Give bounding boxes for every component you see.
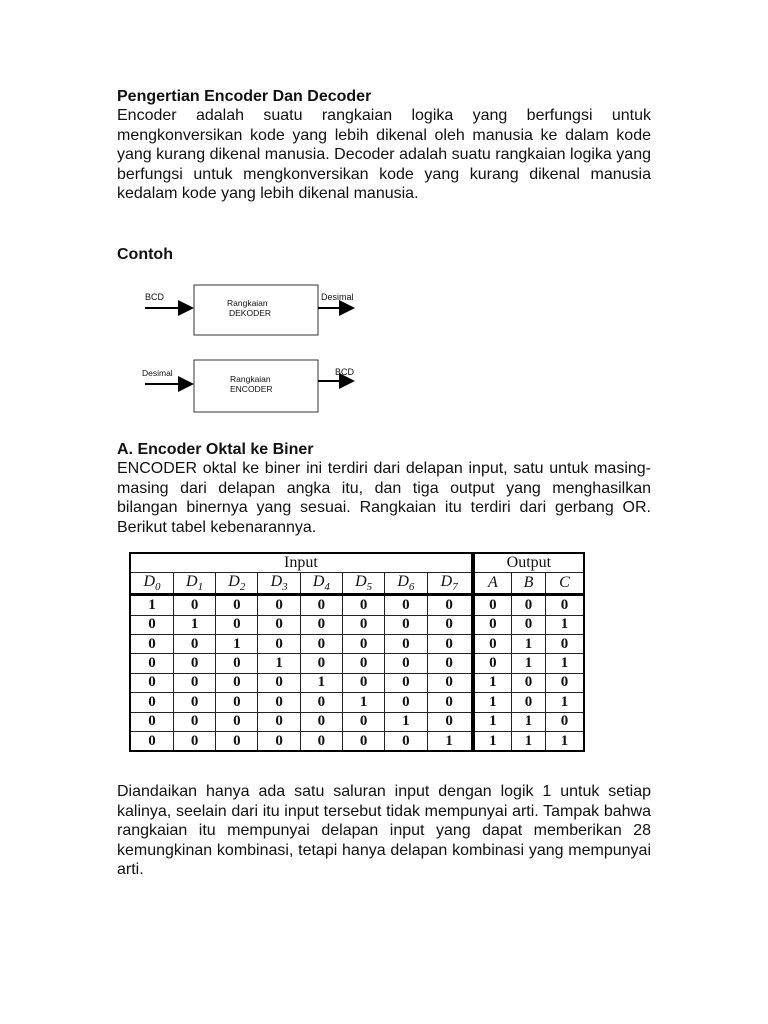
table-cell: 0: [173, 654, 215, 673]
table-cell: 0: [300, 634, 342, 653]
column-header: $D_5$: [343, 573, 385, 595]
table-cell: 0: [216, 673, 258, 692]
column-header: $D_6$: [385, 573, 427, 595]
intro-paragraph: Encoder adalah suatu rangkaian logika yang berfungsi untuk mengkonversikan kode yang lebih dikenal oleh manusia ke dalam kode yang kurang dikenal manusia. Decoder adalah suatu rangkaian logika yang berfungsi untuk mengkonversikan kode yang kurang dikenal manusia kedalam kode yang lebih dikenal manusia.: [117, 107, 651, 202]
table-row: [130, 731, 584, 751]
table-cell: 0: [385, 673, 427, 692]
table-cell: 0: [343, 595, 385, 615]
table-cell: 1: [473, 712, 512, 731]
table-cell: 0: [385, 693, 427, 712]
encoder-input-label: Desimal: [142, 368, 173, 378]
table-cell: 0: [512, 673, 546, 692]
truth-table: [129, 552, 585, 752]
table-cell: 1: [343, 693, 385, 712]
table-cell: 1: [473, 673, 512, 692]
table-cell: 0: [216, 615, 258, 634]
table-cell: 0: [216, 731, 258, 751]
table-cell: 0: [258, 595, 300, 615]
table-cell: 1: [300, 673, 342, 692]
table-cell: 0: [173, 595, 215, 615]
table-cell: 1: [473, 693, 512, 712]
table-cell: 1: [545, 615, 584, 634]
section-a-paragraph: ENCODER oktal ke biner ini terdiri dari delapan input, satu untuk masing-masing dari delapan angka itu, dan tiga output yang menghasilkan bilangan binernya yang sesuai. Rangkaian itu terdiri dari gerbang OR. Berikut tabel kebenarannya.: [117, 460, 651, 536]
table-cell: 0: [300, 693, 342, 712]
table-cell: 0: [300, 595, 342, 615]
table-cell: 0: [385, 595, 427, 615]
column-header: C: [545, 573, 584, 595]
table-cell: 0: [300, 615, 342, 634]
column-header: $D_3$: [258, 573, 300, 595]
table-cell: 0: [545, 673, 584, 692]
table-cell: 0: [427, 615, 473, 634]
truth-table-figure: [117, 548, 580, 756]
table-cell: 0: [258, 731, 300, 751]
table-cell: 1: [545, 693, 584, 712]
table-cell: 0: [385, 731, 427, 751]
table-cell: 0: [130, 712, 173, 731]
table-cell: 0: [130, 615, 173, 634]
table-cell: 0: [343, 634, 385, 653]
table-cell: 0: [130, 731, 173, 751]
table-cell: 1: [473, 731, 512, 751]
table-cell: 0: [258, 712, 300, 731]
table-cell: 0: [300, 731, 342, 751]
table-cell: 1: [512, 712, 546, 731]
column-header: B: [512, 573, 546, 595]
table-cell: 0: [216, 595, 258, 615]
output-group-header: Output: [473, 553, 584, 573]
table-cell: 0: [258, 693, 300, 712]
table-cell: 1: [258, 654, 300, 673]
table-cell: 0: [343, 673, 385, 692]
table-cell: 1: [512, 634, 546, 653]
table-cell: 0: [216, 712, 258, 731]
column-header: $D_1$: [173, 573, 215, 595]
decoder-input-label: BCD: [145, 292, 165, 302]
decoder-block-line2: DEKODER: [229, 308, 272, 318]
table-cell: 0: [343, 712, 385, 731]
table-cell: 1: [130, 595, 173, 615]
table-cell: 0: [512, 615, 546, 634]
table-cell: 0: [173, 673, 215, 692]
table-row: [130, 712, 584, 731]
example-heading: Contoh: [117, 246, 173, 263]
table-cell: 1: [545, 654, 584, 673]
table-cell: 0: [216, 654, 258, 673]
table-row: [130, 615, 584, 634]
table-cell: 0: [258, 634, 300, 653]
table-cell: 0: [130, 654, 173, 673]
table-cell: 0: [473, 654, 512, 673]
table-cell: 0: [173, 634, 215, 653]
column-header: $D_0$: [130, 573, 173, 595]
table-cell: 0: [258, 673, 300, 692]
table-cell: 1: [512, 731, 546, 751]
table-cell: 0: [300, 712, 342, 731]
encoder-output-label: BCD: [335, 367, 355, 377]
table-cell: 0: [512, 693, 546, 712]
table-cell: 0: [427, 634, 473, 653]
table-cell: 0: [512, 595, 546, 615]
table-cell: 0: [545, 595, 584, 615]
column-header: $D_2$: [216, 573, 258, 595]
table-cell: 0: [385, 654, 427, 673]
column-header: A: [473, 573, 512, 595]
table-row: [130, 673, 584, 692]
column-header-row: [130, 573, 584, 595]
input-group-header: Input: [130, 553, 473, 573]
column-header: $D_4$: [300, 573, 342, 595]
table-cell: 0: [173, 712, 215, 731]
decoder-block-line1: Rangkaian: [227, 298, 268, 308]
table-cell: 0: [343, 731, 385, 751]
table-cell: 0: [343, 615, 385, 634]
table-cell: 0: [385, 615, 427, 634]
table-cell: 0: [427, 595, 473, 615]
table-cell: 0: [545, 634, 584, 653]
table-cell: 1: [216, 634, 258, 653]
table-cell: 1: [427, 731, 473, 751]
table-cell: 0: [130, 634, 173, 653]
table-cell: 0: [300, 654, 342, 673]
table-cell: 1: [512, 654, 546, 673]
table-cell: 0: [173, 693, 215, 712]
table-cell: 0: [427, 693, 473, 712]
table-row: [130, 595, 584, 615]
table-cell: 0: [258, 615, 300, 634]
table-row: [130, 693, 584, 712]
table-cell: 0: [545, 712, 584, 731]
table-cell: 0: [385, 634, 427, 653]
table-row: [130, 654, 584, 673]
table-cell: 0: [473, 634, 512, 653]
column-header: $D_7$: [427, 573, 473, 595]
table-cell: 0: [216, 693, 258, 712]
table-cell: 1: [385, 712, 427, 731]
table-cell: 0: [473, 615, 512, 634]
encoder-block-line1: Rangkaian: [230, 374, 271, 384]
table-cell: 0: [427, 673, 473, 692]
table-cell: 0: [130, 673, 173, 692]
table-cell: 0: [173, 731, 215, 751]
block-diagram: [135, 278, 365, 418]
decoder-output-label: Desimal: [321, 292, 354, 302]
table-cell: 0: [427, 654, 473, 673]
table-row: [130, 634, 584, 653]
page-title: Pengertian Encoder Dan Decoder: [117, 88, 372, 105]
section-a-heading: A. Encoder Oktal ke Biner: [117, 441, 314, 458]
table-cell: 1: [545, 731, 584, 751]
encoder-block-line2: ENCODER: [230, 384, 273, 394]
table-cell: 0: [130, 693, 173, 712]
table-cell: 0: [343, 654, 385, 673]
closing-paragraph: Diandaikan hanya ada satu saluran input dengan logik 1 untuk setiap kalinya, seelain dari itu input tersebut tidak mempunyai arti. Tampak bahwa rangkaian itu mempunyai delapan input yang dapat memberikan 28 kemungkinan kombinasi, tetapi hanya delapan kombinasi yang mempunyai arti.: [117, 783, 651, 878]
table-cell: 1: [173, 615, 215, 634]
table-cell: 0: [473, 595, 512, 615]
table-cell: 0: [427, 712, 473, 731]
